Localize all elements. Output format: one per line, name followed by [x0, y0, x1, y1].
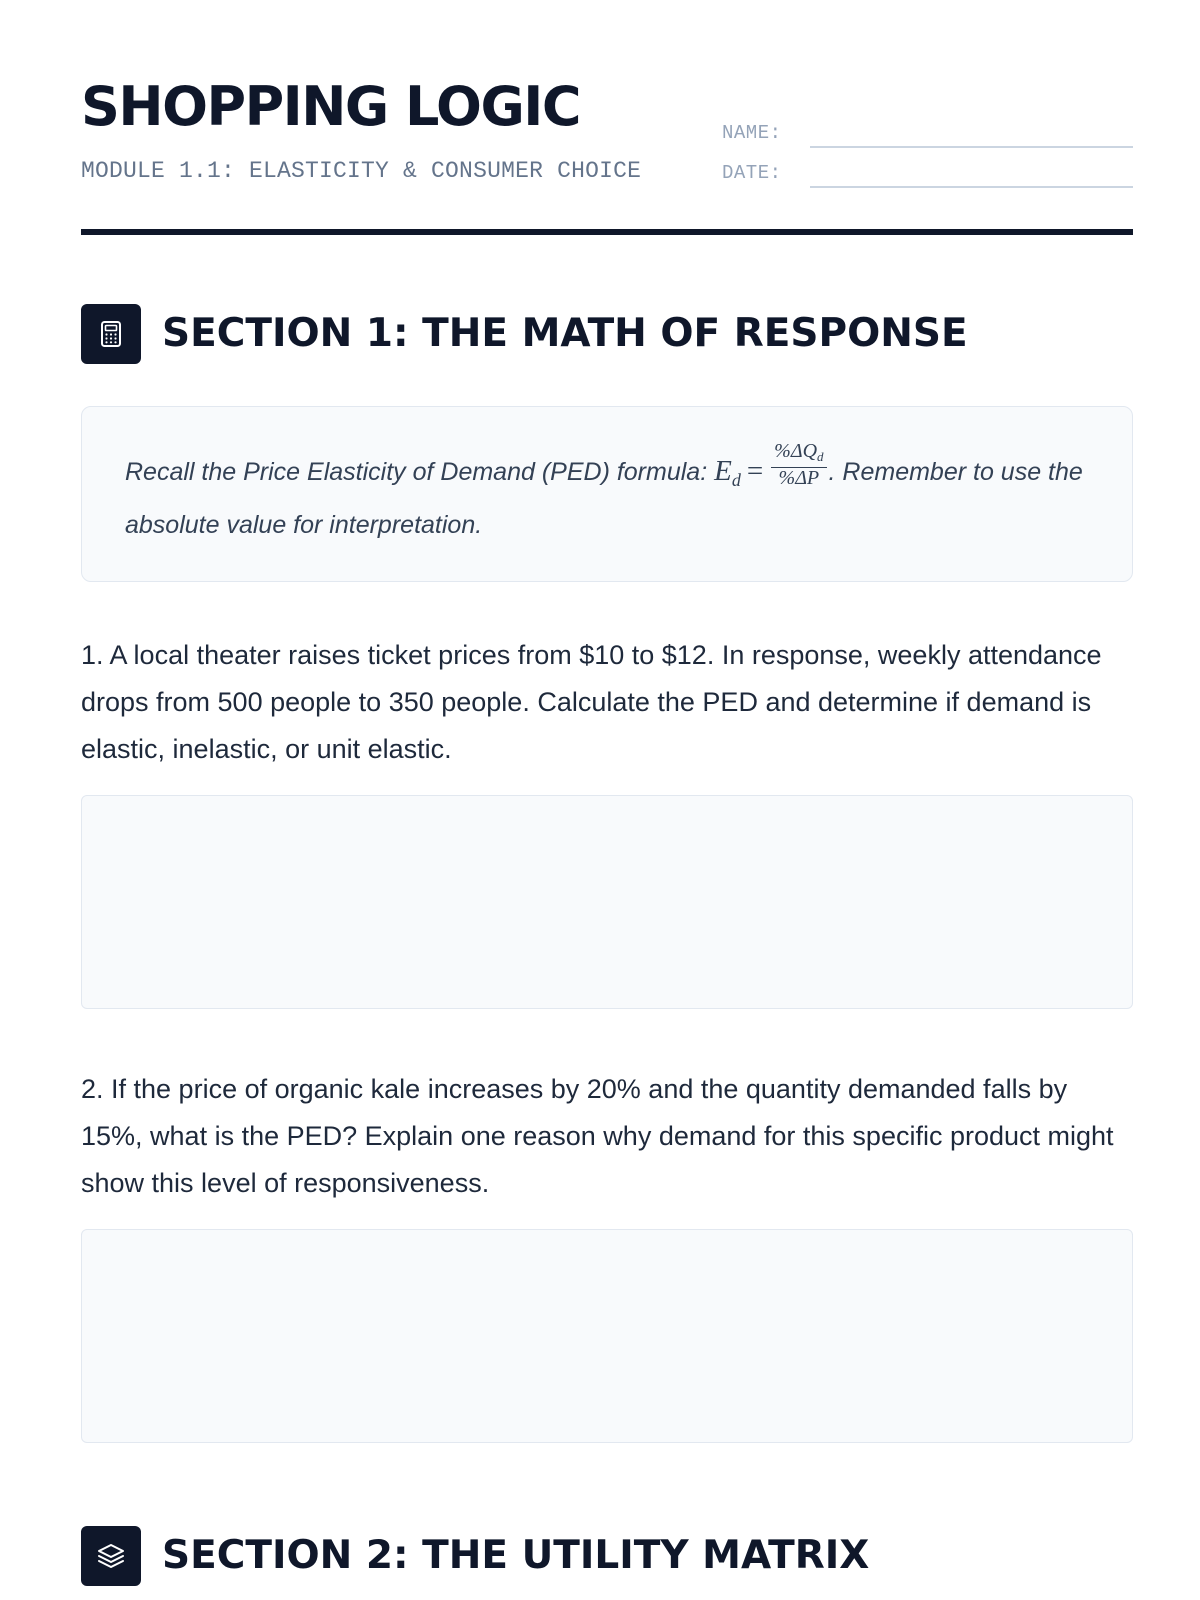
formula-numerator-subscript: d — [817, 448, 824, 464]
header-divider — [81, 229, 1133, 235]
formula-reminder-box — [81, 406, 1133, 582]
section-1-header — [81, 304, 1133, 364]
formula-outro: . Remember to use the absolute value for interpretation. — [125, 458, 1083, 539]
name-field[interactable] — [810, 146, 1133, 148]
question-1: 1. A local theater raises ticket prices from $10 to $12. In response, weekly attendance drops from 500 people to 350 people. Calculate the PED and determine if demand is elastic, inelastic, or unit elastic. — [81, 640, 1102, 764]
date-field-row — [722, 158, 1133, 188]
section-1-title: SECTION 1: THE MATH OF RESPONSE — [162, 311, 968, 356]
module-subtitle: MODULE 1.1: ELASTICITY & CONSUMER CHOICE — [81, 158, 642, 184]
ped-formula — [714, 455, 769, 490]
formula-numerator-text: %ΔQ — [774, 439, 818, 462]
date-label: DATE: — [722, 162, 782, 184]
formula-intro: Recall the Price Elasticity of Demand (PED) formula: — [125, 458, 715, 486]
formula-reminder-text — [125, 439, 1095, 548]
formula-denominator: %ΔP — [778, 466, 820, 489]
answer-box-2[interactable] — [81, 1229, 1133, 1443]
name-field-row — [722, 118, 1133, 148]
question-2: 2. If the price of organic kale increases by 20% and the quantity demanded falls by 15%, what is the PED? Explain one reason why demand for this specific product might show this level of responsiveness. — [81, 1074, 1114, 1198]
formula-equals: = — [746, 455, 764, 487]
calculator-icon — [81, 304, 141, 364]
formula-fraction — [771, 441, 826, 488]
formula-lhs: E — [714, 455, 732, 487]
worksheet-header — [81, 0, 1133, 236]
page-title: SHOPPING LOGIC — [81, 75, 580, 138]
name-label: NAME: — [722, 122, 782, 144]
formula-numerator — [771, 441, 826, 468]
formula-lhs-subscript: d — [731, 470, 741, 490]
date-field[interactable] — [810, 186, 1133, 188]
section-2-title: SECTION 2: THE UTILITY MATRIX — [162, 1533, 870, 1578]
layers-icon — [81, 1526, 141, 1586]
answer-box-1[interactable] — [81, 795, 1133, 1009]
section-2-header — [81, 1526, 1133, 1586]
